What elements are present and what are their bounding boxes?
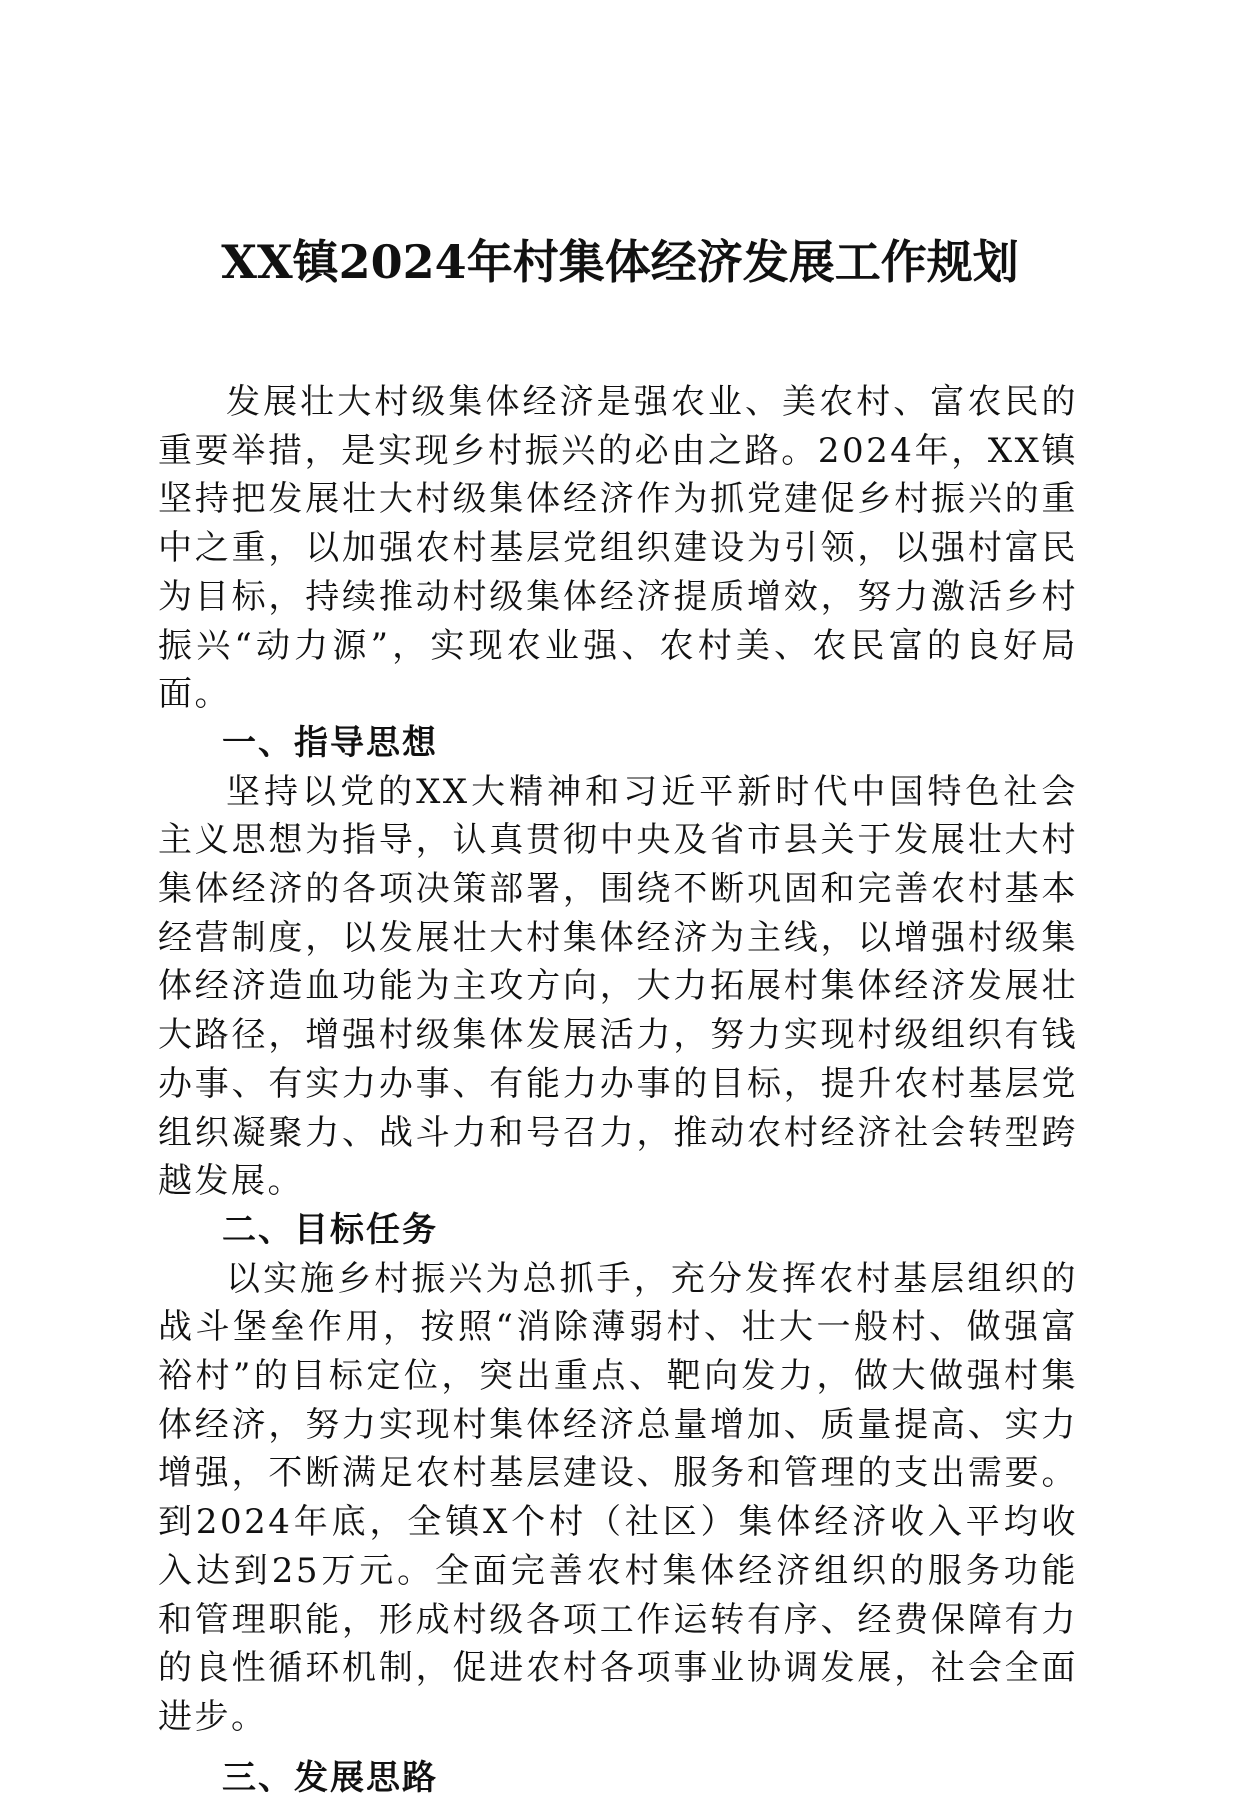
document-title: XX镇2024年村集体经济发展工作规划: [221, 235, 1019, 289]
section-heading-development-ideas: 三、发展思路: [222, 1757, 438, 1798]
intro-paragraph: 发展壮大村级集体经济是强农业、美农村、富农民的重要举措，是实现乡村振兴的必由之路。2024年，XX镇坚持把发展壮大村级集体经济作为抓党建促乡村振兴的重中之重，以加强农村基层党组织建设为引领，以强村富民为目标，持续推动村级集体经济提质增效，努力激活乡村振兴“动力源”，实现农业强、农村美、农民富的良好局面。: [158, 382, 1078, 715]
section-paragraph-targets-tasks: 以实施乡村振兴为总抓手，充分发挥农村基层组织的战斗堡垒作用，按照“消除薄弱村、壮大一般村、做强富裕村”的目标定位，突出重点、靶向发力，做大做强村集体经济，努力实现村集体经济总量增加、质量提高、实力增强，不断满足农村基层建设、服务和管理的支出需要。到2024年底，全镇X个村（社区）集体经济收入平均收入达到25万元。全面完善农村集体经济组织的服务功能和管理职能，形成村级各项工作运转有序、经费保障有力的良性循环机制，促进农村各项事业协调发展，社会全面进步。: [158, 1258, 1078, 1737]
section-paragraph-guiding-ideology: 坚持以党的XX大精神和习近平新时代中国特色社会主义思想为指导，认真贯彻中央及省市县关于发展壮大村集体经济的各项决策部署，围绕不断巩固和完善农村基本经营制度，以发展壮大村集体经济为主线，以增强村级集体经济造血功能为主攻方向，大力拓展村集体经济发展壮大路径，增强村级集体发展活力，努力实现村级组织有钱办事、有实力办事、有能力办事的目标，提升农村基层党组织凝聚力、战斗力和号召力，推动农村经济社会转型跨越发展。: [158, 771, 1078, 1202]
section-heading-targets-tasks: 二、目标任务: [222, 1209, 438, 1250]
document-body: [158, 378, 1078, 1802]
section-heading-guiding-ideology: 一、指导思想: [222, 722, 438, 763]
